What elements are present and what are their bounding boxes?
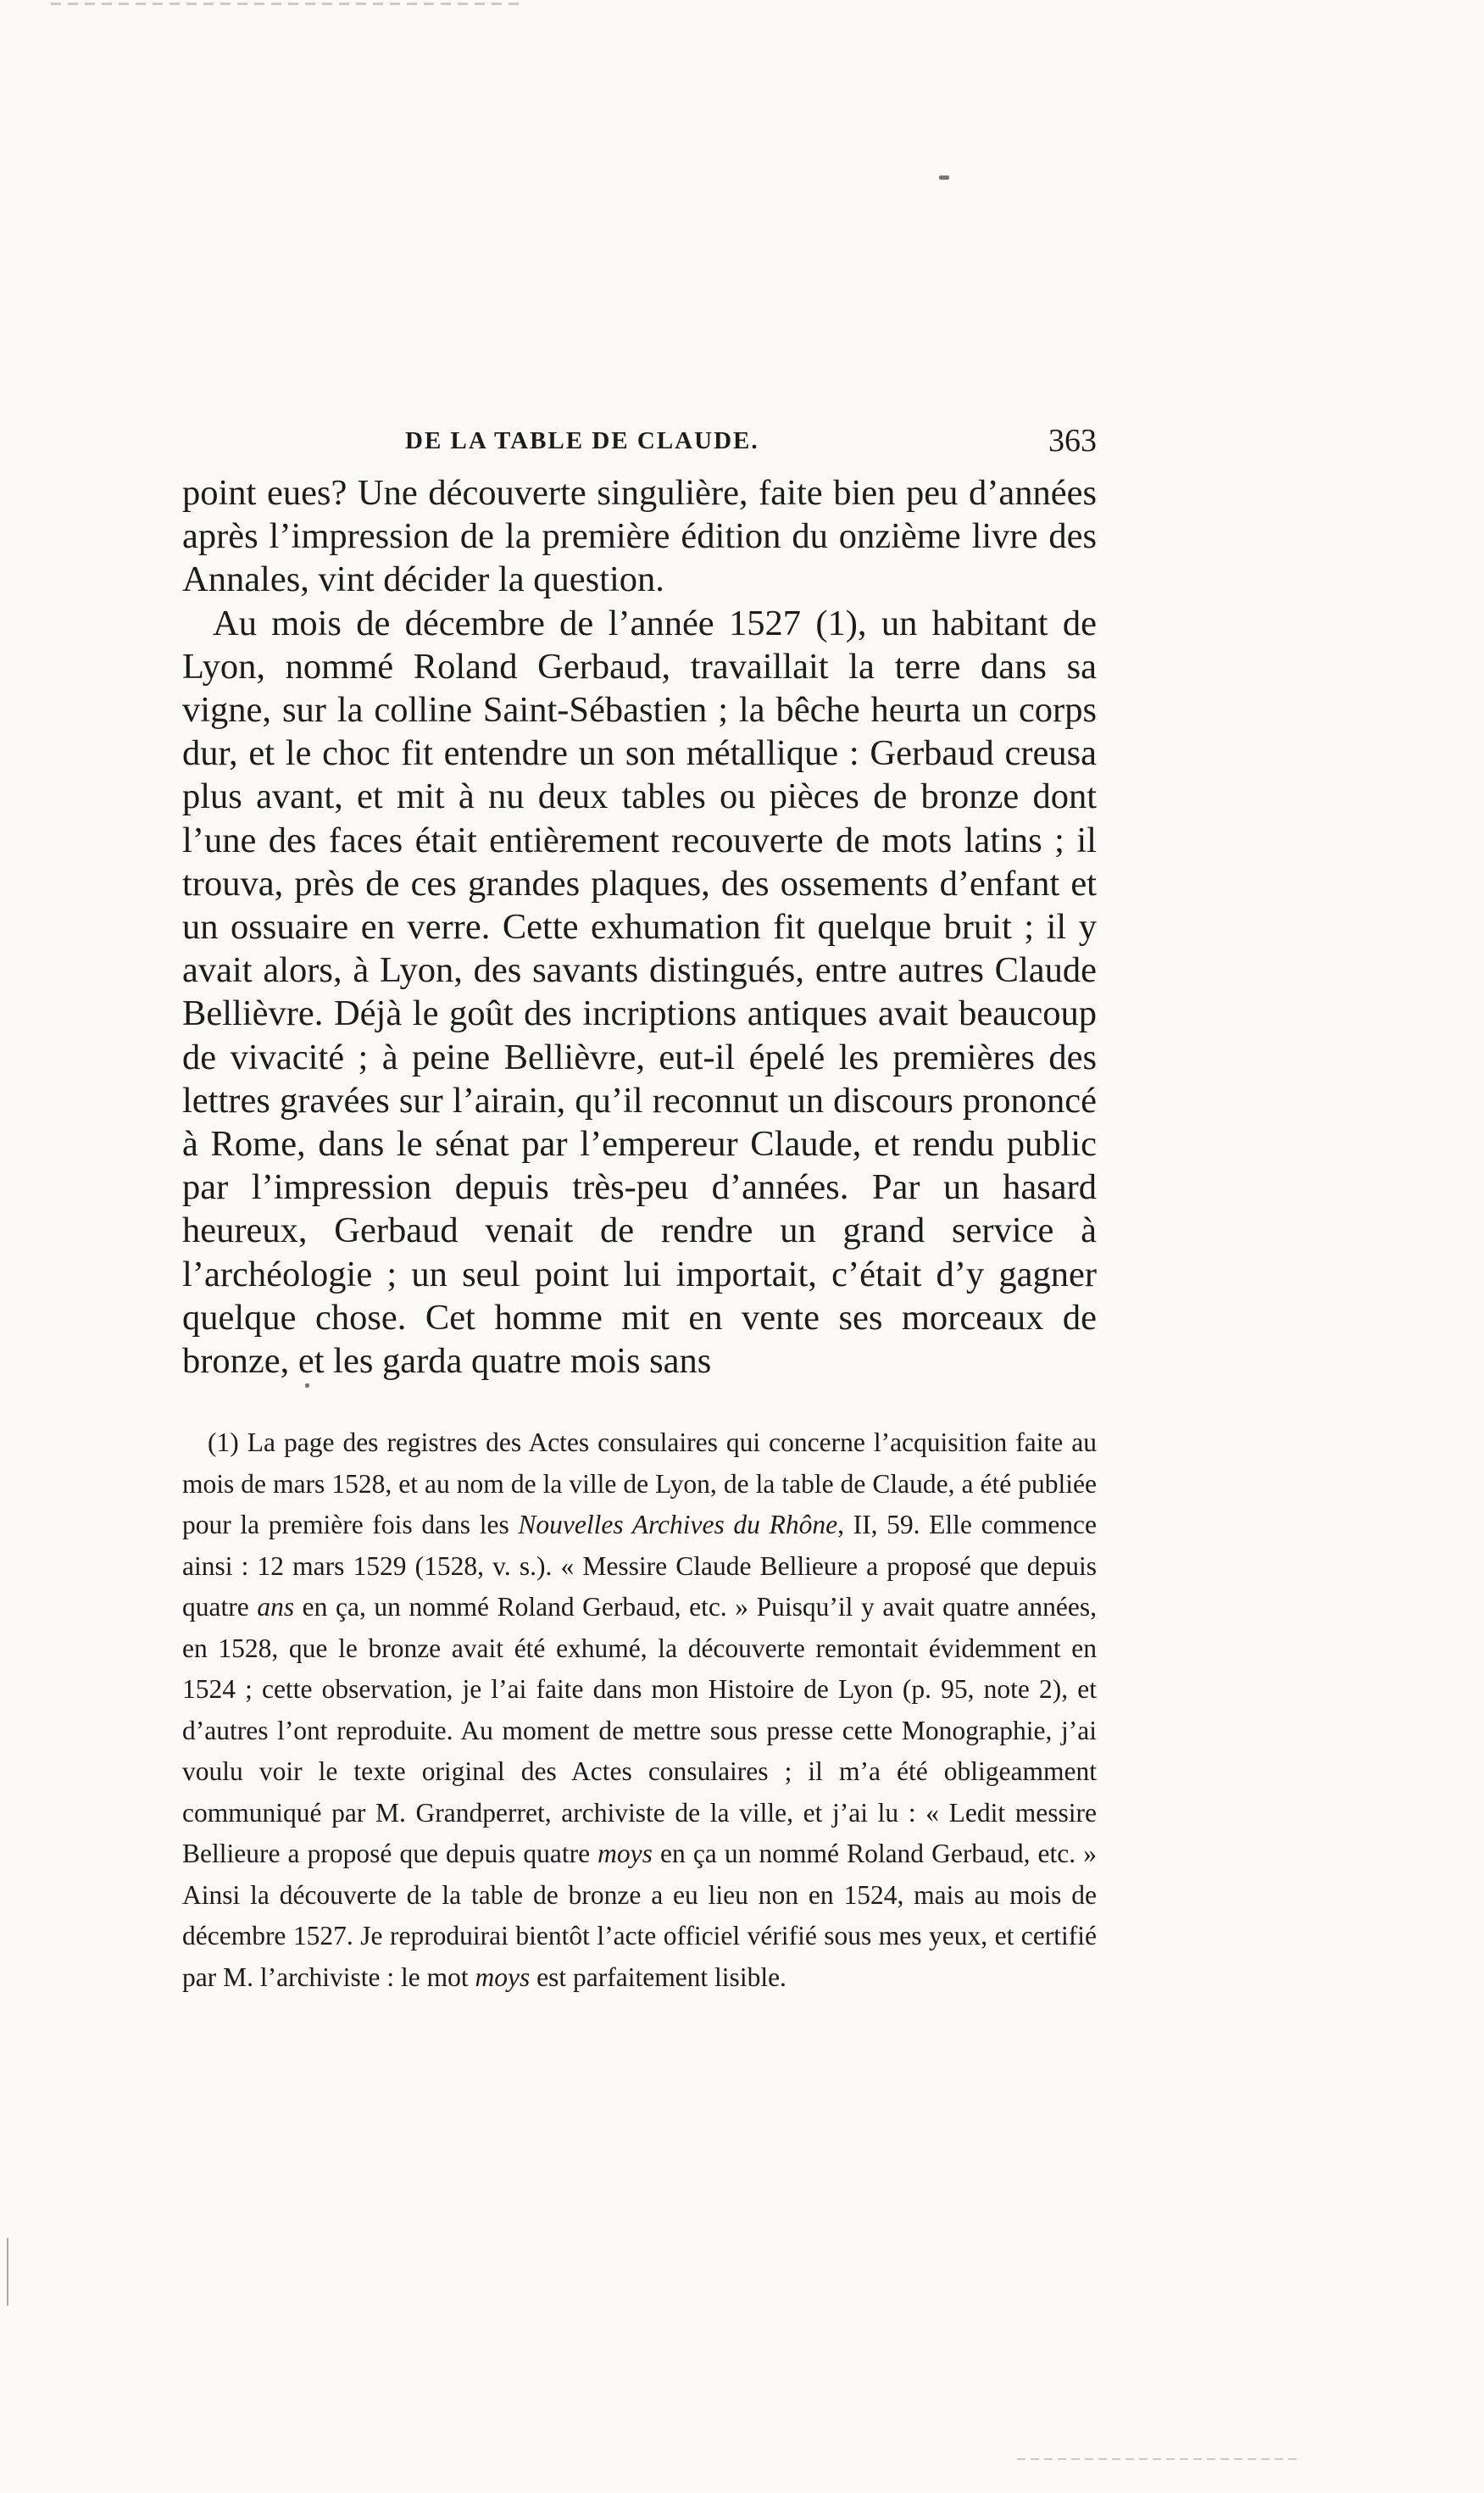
ink-speck: [305, 1383, 309, 1388]
footnote-marker: (1): [208, 1427, 239, 1457]
running-title: DE LA TABLE DE CLAUDE.: [405, 427, 759, 454]
footnote-text-3: en ça, un nommé Roland Gerbaud, etc. » Puisqu’il y avait quatre années, en 1528, que le bronze avait été exhumé, la découverte remontait évidemment en 1524 ; cette observation, je l’ai faite dans mon Histoire de Lyon (p. 95, note 2), et d’autres l’ont reproduite. Au moment de mettre sous presse cette Monographie, j’ai voulu voir le texte original des Actes consulaires ; il m’a été obligeamment communiqué par M. Grandperret, archiviste de la ville, et j’ai lu : « Ledit messire Bellieure a proposé que depuis quatre: [182, 1592, 1098, 1868]
footnote-text-1: La page des registres des Actes consulaires qui concerne l’acquisition faite au mois de mars 1528, et au nom de la ville de Lyon, de la table de Claude, a été publiée pour la première fois dans les: [182, 1427, 1098, 1539]
scan-artifact-bottom: [1017, 2458, 1297, 2460]
quoted-word-ans: ans: [257, 1592, 295, 1622]
page-number: 363: [1048, 423, 1097, 459]
journal-title: Nouvelles Archives du Rhône: [518, 1510, 838, 1539]
footnote: [182, 1422, 1097, 1998]
footnote-text-5: est parfaitement lisible.: [536, 1962, 786, 1992]
footnote-text-2: , II, 59. Elle commence ainsi : 12 mars 1529 (1528, v. s.). « Messire Claude Bellieure a proposé que depuis quatre: [182, 1510, 1098, 1622]
page-header: [182, 422, 1097, 465]
footnote-text-4: en ça un nommé Roland Gerbaud, etc. » Ainsi la découverte de la table de bronze a eu lieu non en 1524, mais au mois de décembre 1527. Je reproduirai bientôt l’acte officiel vérifié sous mes yeux, et certifié par M. l’archiviste : le mot: [182, 1839, 1097, 1992]
ink-speck: [939, 175, 949, 180]
quoted-word-moys-2: moys: [475, 1962, 531, 1992]
quoted-word-moys: moys: [597, 1839, 653, 1868]
scan-artifact-edge: [7, 2238, 8, 2306]
main-text: [182, 471, 1097, 1383]
paragraph-continued: point eues? Une découverte singulière, faite bien peu d’années après l’impression de la première édition du onzième livre des Annales, vint décider la question.: [182, 473, 1097, 600]
paragraph-discovery: Au mois de décembre de l’année 1527 (1), un habitant de Lyon, nommé Roland Gerbaud, travaillait la terre dans sa vigne, sur la colline Saint-Sébastien ; la bêche heurta un corps dur, et le choc fit entendre un son métallique : Gerbaud creusa plus avant, et mit à nu deux tables ou pièces de bronze dont l’une des faces était entièrement recouverte de mots latins ; il trouva, près de ces grandes plaques, des ossements d’enfant et un ossuaire en verre. Cette exhumation fit quelque bruit ; il y avait alors, à Lyon, des savants distingués, entre autres Claude Bellièvre. Déjà le goût des incriptions antiques avait beaucoup de vivacité ; à peine Bellièvre, eut-il épelé les premières des lettres gravées sur l’airain, qu’il reconnut un discours prononcé à Rome, dans le sénat par l’empereur Claude, et rendu public par l’impression depuis très-peu d’années. Par un hasard heureux, Gerbaud venait de rendre un grand service à l’archéologie ; un seul point lui importait, c’était d’y gagner quelque chose. Cet homme mit en vente ses morceaux de bronze, et les garda quatre mois sans: [182, 603, 1097, 1382]
scan-artifact-top: [51, 3, 525, 5]
